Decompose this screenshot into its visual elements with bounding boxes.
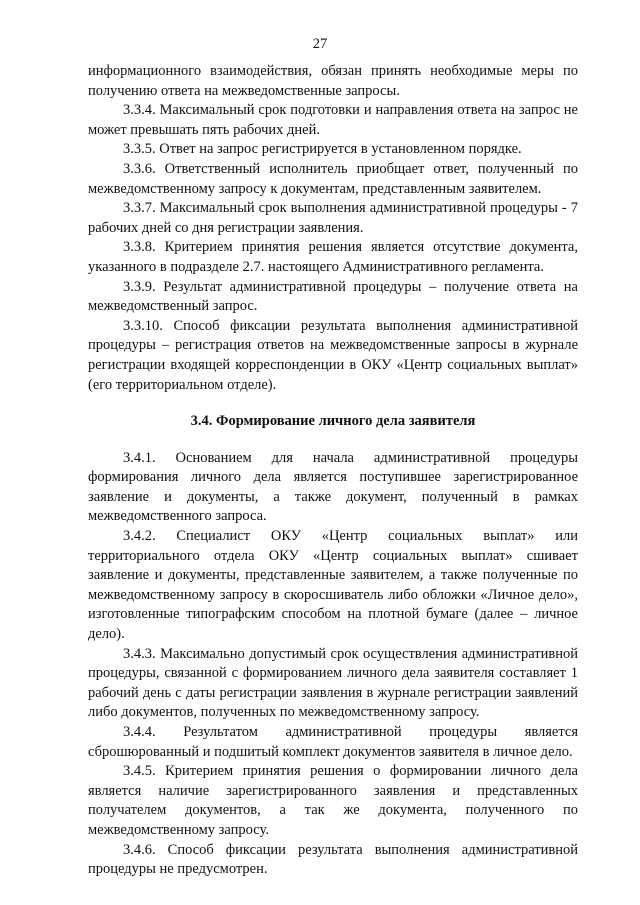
paragraph-3-4-6: 3.4.6. Способ фиксации результата выполнения административной процедуры не предусмотрен. <box>88 841 578 878</box>
paragraph-3-4-3: 3.4.3. Максимально допустимый срок осуществления административной процедуры, связанной с формированием личного дела заявителя составляет 1 рабочий день с даты регистрации заявления в журнале регистрации заявлений либо документов, полученных по межведомственному запросу. <box>88 645 578 721</box>
section-heading: 3.4. Формирование личного дела заявителя <box>190 413 476 430</box>
paragraph: информационного взаимодействия, обязан принять необходимые меры по получению ответа на межведомственные запросы. <box>88 63 578 99</box>
paragraph-3-4-5: 3.4.5. Критерием принятия решения о формировании личного дела является наличие зарегистрированного заявления и представленных получателем документов, а так же документа, полученного по межведомственному запросу. <box>88 763 578 838</box>
paragraph-3-3-4: 3.3.4. Максимальный срок подготовки и направления ответа на запрос не может превышать пять рабочих дней. <box>88 102 578 138</box>
paragraph-3-3-7: 3.3.7. Максимальный срок выполнения административной процедуры - 7 рабочих дней со дня регистрации заявления. <box>88 200 578 236</box>
page-number: 27 <box>312 36 328 52</box>
paragraph-3-4-1: 3.4.1. Основанием для начала административной процедуры формирования личного дела является поступившее зарегистрированное заявление и документы, а также документ, полученный в рамках межведомственного запроса. <box>88 449 578 525</box>
paragraph-3-3-8: 3.3.8. Критерием принятия решения является отсутствие документа, указанного в подразделе 2.7. настоящего Административного регламента. <box>88 239 578 275</box>
paragraph-3-3-10: 3.3.10. Способ фиксации результата выполнения административной процедуры – регистрация ответов на межведомственные запросы в журнале регистрации входящей корреспонденции в ОКУ «Центр социальных выплат» (его территориальном отделе). <box>88 317 578 393</box>
paragraph-3-3-6: 3.3.6. Ответственный исполнитель приобщает ответ, полученный по межведомственному запросу к документам, представленным заявителем. <box>88 160 578 197</box>
paragraph-3-4-2: 3.4.2. Специалист ОКУ «Центр социальных выплат» или территориального отдела ОКУ «Центр социальных выплат» сшивает заявление и документы, представленные заявителем, а также полученные по межведомственному запросу в скоросшиватель либо обложки «Личное дело», изготовленные типографским способом на плотной бумаге (далее – личное дело). <box>88 528 578 643</box>
paragraph-3-4-4: 3.4.4. Результатом административной процедуры является сброшюрованный и подшитый комплект документов заявителя в личное дело. <box>88 724 578 760</box>
document-body <box>88 62 578 880</box>
paragraph-3-3-9: 3.3.9. Результат административной процедуры – получение ответа на межведомственный запрос. <box>88 278 578 315</box>
paragraph-3-3-5: 3.3.5. Ответ на запрос регистрируется в установленном порядке. <box>123 141 522 158</box>
